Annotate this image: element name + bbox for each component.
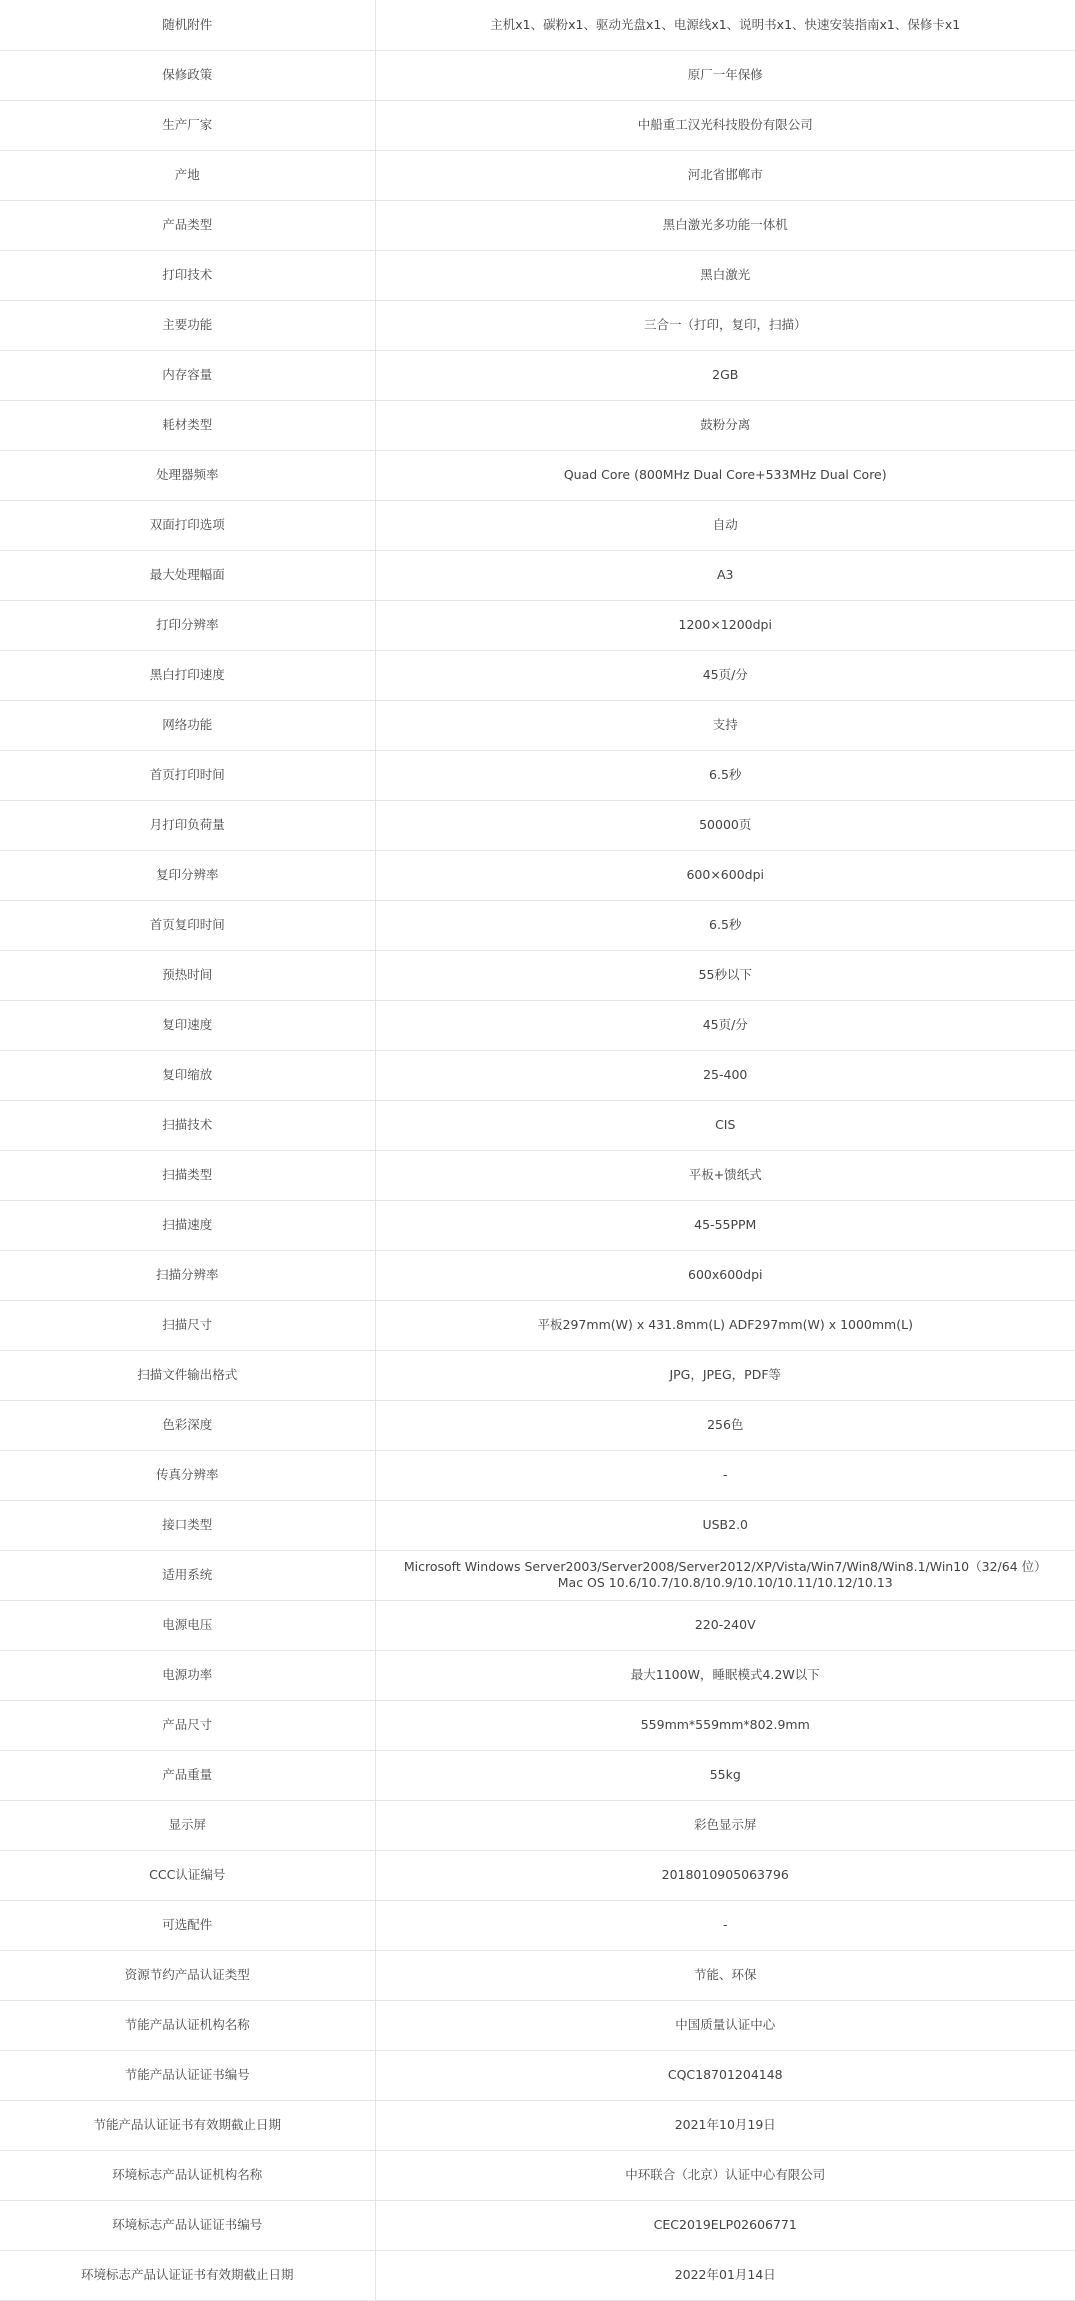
spec-label: 接口类型: [0, 1500, 375, 1550]
table-row: [0, 2200, 1075, 2250]
spec-value: 6.5秒: [375, 900, 1075, 950]
table-row: [0, 2050, 1075, 2100]
spec-label: 资源节约产品认证类型: [0, 1950, 375, 2000]
spec-value: 600×600dpi: [375, 850, 1075, 900]
spec-value: 6.5秒: [375, 750, 1075, 800]
spec-value: 原厂一年保修: [375, 50, 1075, 100]
spec-label: 扫描速度: [0, 1200, 375, 1250]
spec-label: 主要功能: [0, 300, 375, 350]
spec-label: 打印分辨率: [0, 600, 375, 650]
table-row: [0, 1850, 1075, 1900]
spec-label: 节能产品认证机构名称: [0, 2000, 375, 2050]
spec-label: 可选配件: [0, 1900, 375, 1950]
spec-value: 中船重工汉光科技股份有限公司: [375, 100, 1075, 150]
spec-value: 256色: [375, 1400, 1075, 1450]
table-row: [0, 1050, 1075, 1100]
spec-value: JPG，JPEG，PDF等: [375, 1350, 1075, 1400]
table-row: [0, 400, 1075, 450]
table-row: [0, 1000, 1075, 1050]
table-row: [0, 1800, 1075, 1850]
table-row: [0, 1600, 1075, 1650]
table-row: [0, 950, 1075, 1000]
table-row: [0, 100, 1075, 150]
spec-label: 月打印负荷量: [0, 800, 375, 850]
table-row: [0, 1950, 1075, 2000]
table-row: [0, 1250, 1075, 1300]
spec-label: 复印速度: [0, 1000, 375, 1050]
spec-label: 扫描类型: [0, 1150, 375, 1200]
spec-label: 产品重量: [0, 1750, 375, 1800]
spec-label: 节能产品认证证书编号: [0, 2050, 375, 2100]
spec-value: A3: [375, 550, 1075, 600]
spec-label: 首页打印时间: [0, 750, 375, 800]
spec-label: 复印分辨率: [0, 850, 375, 900]
spec-label: 扫描技术: [0, 1100, 375, 1150]
table-row: [0, 200, 1075, 250]
spec-label: 最大处理幅面: [0, 550, 375, 600]
spec-label: 节能产品认证证书有效期截止日期: [0, 2100, 375, 2150]
spec-value: 55kg: [375, 1750, 1075, 1800]
table-row: [0, 700, 1075, 750]
spec-label: 环境标志产品认证证书有效期截止日期: [0, 2250, 375, 2300]
table-row: [0, 1200, 1075, 1250]
spec-value: -: [375, 1900, 1075, 1950]
table-row: [0, 150, 1075, 200]
table-row: [0, 850, 1075, 900]
spec-label: 产品类型: [0, 200, 375, 250]
table-row: [0, 1300, 1075, 1350]
spec-value: 2022年01月14日: [375, 2250, 1075, 2300]
spec-label: 电源功率: [0, 1650, 375, 1700]
spec-label: 传真分辨率: [0, 1450, 375, 1500]
table-row: [0, 1350, 1075, 1400]
table-row: [0, 50, 1075, 100]
spec-label: 耗材类型: [0, 400, 375, 450]
spec-label: 双面打印选项: [0, 500, 375, 550]
table-row: [0, 1700, 1075, 1750]
spec-label: 处理器频率: [0, 450, 375, 500]
table-row: [0, 2100, 1075, 2150]
spec-value: CQC18701204148: [375, 2050, 1075, 2100]
table-row: [0, 1450, 1075, 1500]
spec-label: 产地: [0, 150, 375, 200]
spec-value: 45页/分: [375, 650, 1075, 700]
spec-value: 2GB: [375, 350, 1075, 400]
table-row: [0, 450, 1075, 500]
spec-label: 扫描尺寸: [0, 1300, 375, 1350]
spec-label: 色彩深度: [0, 1400, 375, 1450]
table-row: [0, 800, 1075, 850]
spec-label: 预热时间: [0, 950, 375, 1000]
table-row: [0, 1500, 1075, 1550]
table-row: [0, 600, 1075, 650]
spec-value: CIS: [375, 1100, 1075, 1150]
spec-value: 25-400: [375, 1050, 1075, 1100]
spec-value: 600x600dpi: [375, 1250, 1075, 1300]
spec-value: 1200×1200dpi: [375, 600, 1075, 650]
spec-label: 黑白打印速度: [0, 650, 375, 700]
spec-label: 电源电压: [0, 1600, 375, 1650]
table-row: [0, 2250, 1075, 2300]
spec-label: CCC认证编号: [0, 1850, 375, 1900]
spec-value: 220-240V: [375, 1600, 1075, 1650]
spec-value: 平板297mm(W) x 431.8mm(L) ADF297mm(W) x 1000mm(L): [375, 1300, 1075, 1350]
spec-label: 内存容量: [0, 350, 375, 400]
spec-label: 随机附件: [0, 0, 375, 50]
spec-value: 中环联合（北京）认证中心有限公司: [375, 2150, 1075, 2200]
table-row: [0, 250, 1075, 300]
spec-label: 打印技术: [0, 250, 375, 300]
table-row: [0, 1650, 1075, 1700]
spec-label: 环境标志产品认证证书编号: [0, 2200, 375, 2250]
spec-value: 节能、环保: [375, 1950, 1075, 2000]
spec-value: USB2.0: [375, 1500, 1075, 1550]
spec-label: 产品尺寸: [0, 1700, 375, 1750]
spec-value: 鼓粉分离: [375, 400, 1075, 450]
spec-value: 最大1100W，睡眠模式4.2W以下: [375, 1650, 1075, 1700]
table-row: [0, 500, 1075, 550]
spec-label: 复印缩放: [0, 1050, 375, 1100]
table-row: [0, 750, 1075, 800]
spec-value: 自动: [375, 500, 1075, 550]
table-row: [0, 1900, 1075, 1950]
table-row: [0, 1750, 1075, 1800]
table-row: [0, 2000, 1075, 2050]
spec-value: CEC2019ELP02606771: [375, 2200, 1075, 2250]
spec-label: 显示屏: [0, 1800, 375, 1850]
table-row: [0, 0, 1075, 50]
spec-value: Quad Core (800MHz Dual Core+533MHz Dual Core): [375, 450, 1075, 500]
spec-value: 河北省邯郸市: [375, 150, 1075, 200]
spec-value: 黑白激光: [375, 250, 1075, 300]
spec-value: 2018010905063796: [375, 1850, 1075, 1900]
table-row: [0, 1550, 1075, 1600]
table-row: [0, 2150, 1075, 2200]
spec-label: 适用系统: [0, 1550, 375, 1600]
table-row: [0, 300, 1075, 350]
spec-label: 扫描文件输出格式: [0, 1350, 375, 1400]
spec-value: -: [375, 1450, 1075, 1500]
spec-value: 支持: [375, 700, 1075, 750]
spec-value: 中国质量认证中心: [375, 2000, 1075, 2050]
spec-value: 黑白激光多功能一体机: [375, 200, 1075, 250]
spec-value: 45页/分: [375, 1000, 1075, 1050]
table-row: [0, 550, 1075, 600]
table-row: [0, 350, 1075, 400]
spec-label: 生产厂家: [0, 100, 375, 150]
spec-value: 559mm*559mm*802.9mm: [375, 1700, 1075, 1750]
table-row: [0, 650, 1075, 700]
spec-value: 55秒以下: [375, 950, 1075, 1000]
spec-value: 50000页: [375, 800, 1075, 850]
spec-value: 平板+馈纸式: [375, 1150, 1075, 1200]
spec-value: 主机x1、碳粉x1、驱动光盘x1、电源线x1、说明书x1、快速安装指南x1、保修卡x1: [375, 0, 1075, 50]
spec-value: 三合一（打印，复印，扫描）: [375, 300, 1075, 350]
spec-value: 彩色显示屏: [375, 1800, 1075, 1850]
spec-value: 45-55PPM: [375, 1200, 1075, 1250]
spec-value: Microsoft Windows Server2003/Server2008/Server2012/XP/Vista/Win7/Win8/Win8.1/Win10（32/64 位） Mac OS 10.6/10.7/10.8/10.9/10.10/10.11/10.12/10.13: [375, 1550, 1075, 1600]
spec-label: 扫描分辨率: [0, 1250, 375, 1300]
table-row: [0, 1150, 1075, 1200]
spec-label: 保修政策: [0, 50, 375, 100]
table-row: [0, 1100, 1075, 1150]
table-row: [0, 1400, 1075, 1450]
table-row: [0, 900, 1075, 950]
spec-value: 2021年10月19日: [375, 2100, 1075, 2150]
spec-label: 环境标志产品认证机构名称: [0, 2150, 375, 2200]
spec-label: 首页复印时间: [0, 900, 375, 950]
spec-label: 网络功能: [0, 700, 375, 750]
